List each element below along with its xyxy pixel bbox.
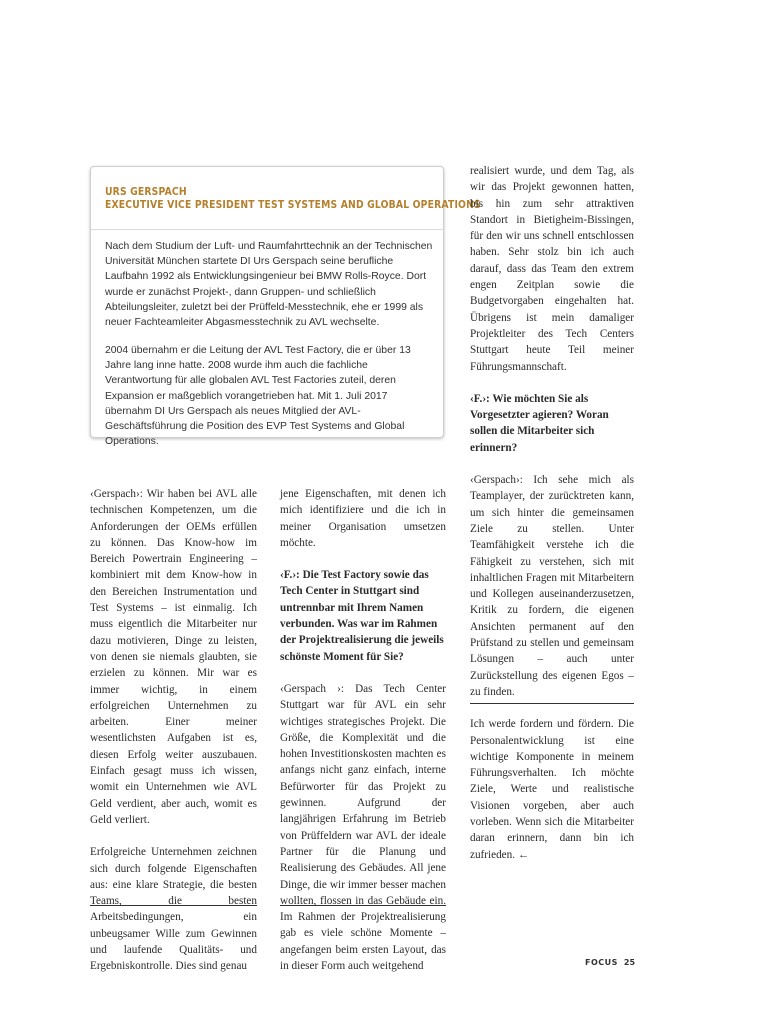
interview-question: ‹F.›: Wie möchten Sie als Vorgesetzter agieren? Woran sollen die Mitarbeiter sich erinnern?: [470, 392, 609, 454]
article-column-2: [280, 486, 446, 990]
bio-paragraph: 2004 übernahm er die Leitung der AVL Test Factory, die er über 13 Jahre lang inne hatte. 2008 wurde ihm auch die fachliche Verantwortung für alle globalen AVL Test Factories zuteil, deren Expansion er maßgeblich vorangetrieben hat. Mit 1. Juli 2017 übernahm DI Urs Gerspach als neues Mitglied der AVL-Geschäftsführung die Position des EVP Test Systems and Global Operations.: [105, 345, 411, 448]
article-column-3: [470, 163, 634, 879]
article-paragraph: jene Eigenschaften, mit denen ich mich identifiziere und die ich in meiner Organisation umsetzen möchte.: [280, 488, 446, 549]
article-column-1: [90, 486, 257, 991]
bio-role: EXECUTIVE VICE PRESIDENT TEST SYSTEMS AND GLOBAL OPERATIONS: [105, 198, 481, 211]
article-paragraph: ‹Gerspach›: Wir haben bei AVL alle technischen Kompetenzen, um die Anforderungen der OEMs erfüllen zu können. Das Know-how im Bereich Powertrain Engineering – kombiniert mit dem Know-how in den Bereichen Instrumentation und Test Systems – ist einmalig. Ich muss eigentlich die Mitarbeiter nur dazu motivieren, Dinge zu leisten, von denen sie niemals glaubten, sie erzielen zu können. Mir war es immer wichtig, in einem erfolgreichen Unternehmen zu arbeiten. Einer meiner wesentlichsten Aufgaben ist es, diesen Erfolg weiter auszubauen. Einfach gesagt muss ich wissen, womit ein Unternehmen wie AVL Geld verdient, aber auch, womit es Geld verliert.: [90, 488, 257, 826]
article-paragraph: realisiert wurde, und dem Tag, als wir das Projekt gewonnen hatten, bis hin zum sehr attraktiven Standort in Bietigheim-Bissingen, für den wir uns schnell entschlossen haben. Sehr stolz bin ich auch darauf, dass das Team den extrem engen Zeitplan sowie die Budgetvorgaben eingehalten hat. Übrigens ist mein damaliger Projektleiter des Tech Centers Stuttgart heute Teil meiner Führungsmannschaft.: [470, 165, 634, 373]
article-paragraph: Erfolgreiche Unternehmen zeichnen sich durch folgende Eigenschaften aus: eine klare Strategie, die besten Teams, die besten Arbeitsbedingungen, ein unbeugsamer Wille zum Gewinnen und laufende Qualitäts- und Ergebniskontrolle. Dies sind genau: [90, 846, 257, 973]
bio-divider: [91, 229, 443, 230]
page-folio: [585, 958, 635, 967]
magazine-name: FOCUS: [585, 958, 618, 967]
page-number: 25: [623, 958, 636, 967]
column-end-rule: [90, 905, 257, 906]
bio-box: [90, 166, 481, 448]
article-paragraph: Ich werde fordern und fördern. Die Personalentwicklung ist eine wichtige Komponente in meinem Führungsverhalten. Ich möchte Ziele, Werte und realistische Visionen vorgeben, aber auch vorleben. Wenn sich die Mitarbeiter daran erinnern, dann bin ich zufrieden. ←: [470, 718, 634, 861]
bio-name: URS GERSPACH: [105, 185, 187, 198]
interview-question: ‹F.›: Die Test Factory sowie das Tech Center in Stuttgart sind untrennbar mit Ihrem Namen verbunden. Was war im Rahmen der Projektrealisierung die jeweils schönste Moment für Sie?: [280, 569, 444, 663]
article-paragraph: ‹Gerspach ›: Das Tech Center Stuttgart war für AVL ein sehr wichtiges strategisches Projekt. Die Größe, die Komplexität und die hohen Investitionskosten machten es anfangs nicht ganz einfach, interne Befürworter für das Projekt zu gewinnen. Aufgrund der langjährigen Erfahrung im Betrieb von Prüffeldern war AVL der ideale Partner für die Planung und Realisierung des Gebäudes. All jene Dinge, die wir immer besser machen wollten, flossen in das Gebäude ein. Im Rahmen der Projektrealisierung gab es viele schöne Momente – angefangen beim ersten Layout, das in dieser Form auch weitgehend: [280, 682, 446, 973]
article-paragraph: ‹Gerspach›: Ich sehe mich als Teamplayer, der zurücktreten kann, um sich hinter die gemeinsamen Ziele zu stellen. Unter Teamfähigkeit verstehe ich die Fähigkeit zu verstehen, sich mit inhaltlichen Fragen mit Mitarbeitern und Kollegen auseinanderzusetzen, Kritik zu fordern, die eigenen Ansichten permanent auf den Prüfstand zu stellen und gemeinsam Lösungen – auch unter Zurückstellung des eigenen Egos – zu finden.: [470, 474, 634, 698]
article-end-rule: [470, 703, 634, 704]
bio-paragraph: Nach dem Studium der Luft- und Raumfahrttechnik an der Technischen Universität München startete DI Urs Gerspach seine berufliche Laufbahn 1992 als Entwicklungsingenieur bei BMW Rolls-Royce. Dort wurde er zunächst Projekt-, dann Gruppen- und schließlich Abteilungsleiter, zuletzt bei der Prüffeld-Messtechnik, ehe er 1999 als neuer Fachteamleiter Abgasmesstechnik zu AVL wechselte.: [105, 241, 433, 329]
column-end-rule: [280, 905, 446, 906]
